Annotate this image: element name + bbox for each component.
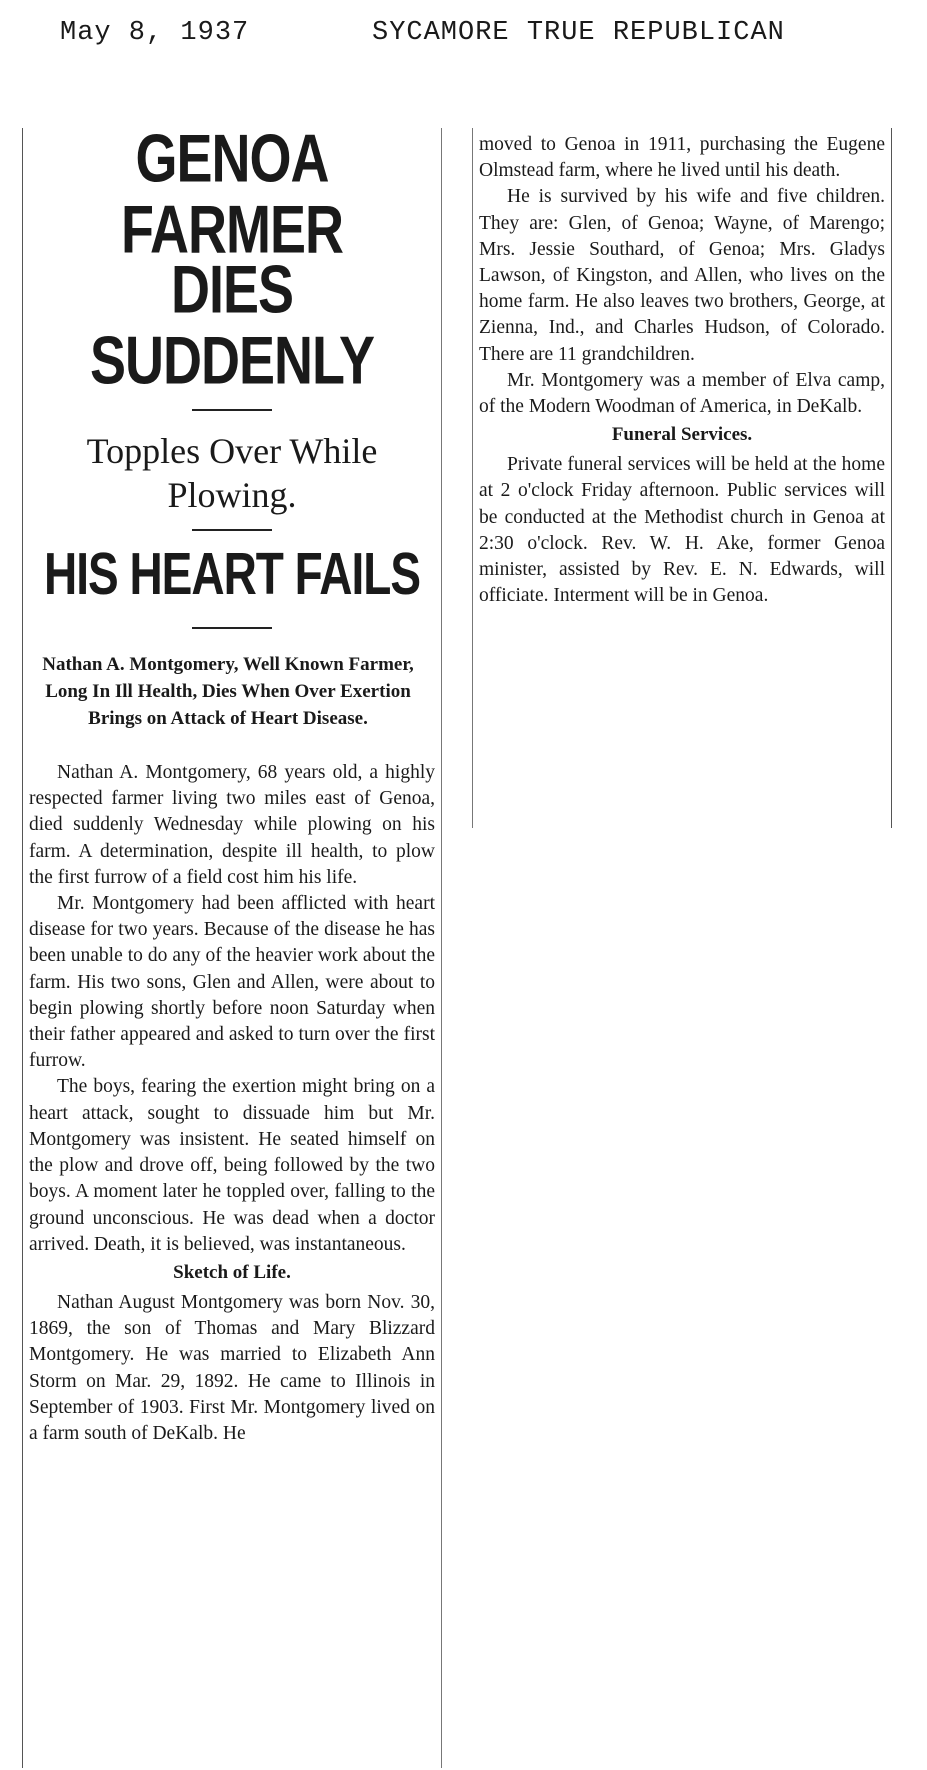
- headline-line-1: GENOA FARMER: [121, 121, 343, 268]
- article-column-left: [22, 121, 442, 1768]
- article-column-right: [472, 128, 892, 828]
- paragraph: moved to Genoa in 1911, purchasing the Eugene Olmstead farm, where he lived until his death.: [479, 134, 885, 182]
- article-body-right: [479, 132, 885, 609]
- paragraph: He is survived by his wife and five children. They are: Glen, of Genoa; Wayne, of Marengo; Mrs. Jessie Southard, of Genoa; Mrs. Gladys Lawson, of Kingston, and Allen, who lives on the home farm. He also leaves two brothers, George, at Zienna, Ind., and Charles Hudson, of Colorado. There are 11 grandchildren.: [479, 186, 885, 365]
- paragraph: The boys, fearing the exertion might bring on a heart attack, sought to dissuade him but Mr. Montgomery was insistent. He seated himself on the plow and drove off, being followed by the two boys. A moment later he toppled over, falling to the ground unconscious. He was dead when a doctor arrived. Death, it is believed, was instantaneous.: [29, 1076, 435, 1255]
- paragraph: Nathan August Montgomery was born Nov. 30, 1869, the son of Thomas and Mary Blizzard Montgomery. He was married to Elizabeth Ann Storm on Mar. 29, 1892. He came to Illinois in September of 1903. First Mr. Montgomery lived on a farm south of DeKalb. He: [29, 1291, 435, 1444]
- page-header: [0, 18, 927, 58]
- paragraph: Mr. Montgomery had been afflicted with heart disease for two years. Because of the disease he has been unable to do any of the heavier work about the farm. His two sons, Glen and Allen, were about to begin plowing shortly before noon Saturday when their father appeared and asked to turn over the first furrow.: [29, 893, 435, 1072]
- divider-rule: [192, 529, 272, 531]
- headline-line-3: HIS HEART FAILS: [43, 538, 421, 607]
- section-subhead: Sketch of Life.: [173, 1261, 291, 1283]
- paragraph: Private funeral services will be held at the home at 2 o'clock Friday afternoon. Public services will be conducted at the Methodist church in Genoa at 2:30 o'clock. Rev. W. H. Ake, former Genoa minister, assisted by Rev. E. N. Edwards, will officiate. Interment will be in Genoa.: [479, 454, 885, 607]
- article-body-left: [29, 760, 435, 1447]
- divider-rule: [192, 409, 272, 411]
- paragraph: Nathan A. Montgomery, 68 years old, a highly respected farmer living two miles east of Genoa, died suddenly Wednesday while plowing on his farm. A determination, despite ill health, to plow the first furrow of a field cost him his life.: [29, 762, 435, 888]
- paragraph: Mr. Montgomery was a member of Elva camp, of the Modern Woodman of America, in DeKalb.: [479, 369, 885, 418]
- publication-date: May 8, 1937: [60, 18, 250, 48]
- subdeck-summary: Nathan A. Montgomery, Well Known Farmer, Long In Ill Health, Dies When Over Exertion Brings on Attack of Heart Disease.: [42, 654, 414, 730]
- deck-headline: Topples Over While Plowing.: [86, 430, 378, 515]
- section-subhead: Funeral Services.: [611, 424, 753, 446]
- divider-rule: [192, 627, 272, 629]
- newspaper-name: SYCAMORE TRUE REPUBLICAN: [372, 18, 785, 48]
- headline-line-2: DIES SUDDENLY: [89, 252, 375, 399]
